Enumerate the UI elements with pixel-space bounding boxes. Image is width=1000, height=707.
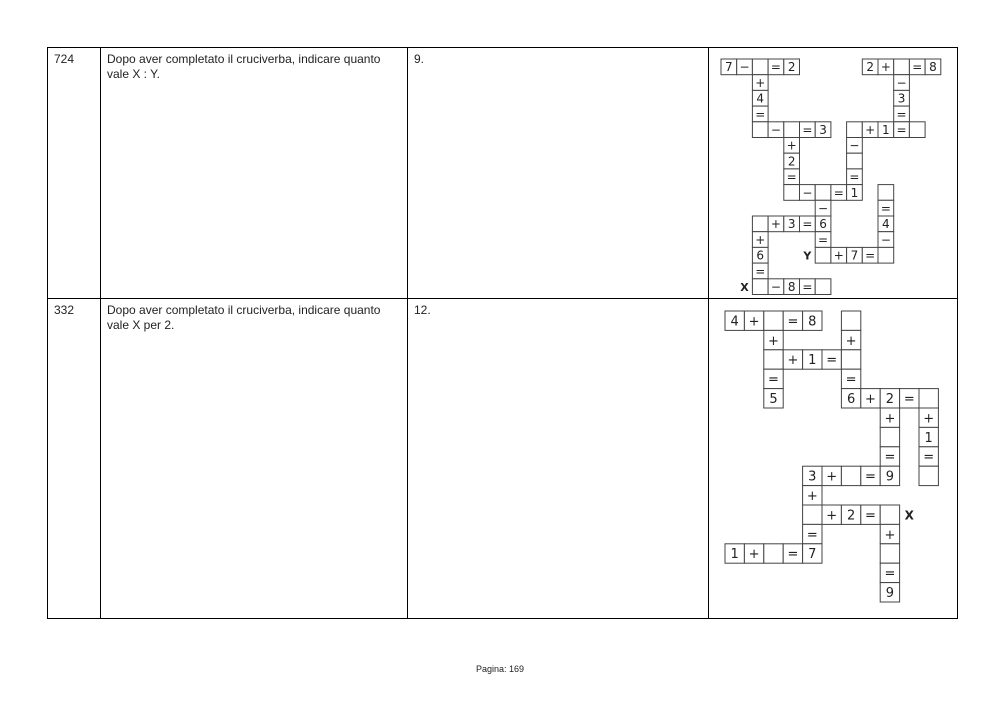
crossword-symbol: 2	[787, 154, 796, 169]
crossword-square	[815, 279, 831, 295]
crossword-square	[764, 311, 783, 330]
crossword-symbol: 5	[769, 391, 778, 407]
crossword-symbol: =	[755, 107, 766, 122]
crossword-square	[764, 544, 783, 563]
crossword-symbol: +	[768, 333, 779, 349]
crossword-symbol: −	[818, 201, 829, 216]
crossword-symbol: −	[896, 75, 907, 90]
crossword-square	[784, 185, 800, 201]
crossword-symbol: 3	[897, 91, 906, 106]
crossword-variable-label: Y	[803, 249, 812, 263]
question-id: 724	[48, 48, 101, 299]
crossword-square	[841, 311, 860, 330]
crossword-symbol: −	[880, 232, 891, 247]
crossword-square	[878, 247, 894, 263]
crossword-variable-label: X	[740, 280, 749, 294]
crossword-symbol: 3	[787, 217, 796, 232]
crossword-square	[847, 122, 863, 138]
crossword-symbol: 4	[730, 314, 739, 330]
crossword-puzzle	[709, 299, 958, 619]
crossword-symbol: +	[748, 547, 760, 563]
crossword-symbol: 2	[846, 508, 856, 524]
crossword-symbol: =	[923, 450, 935, 466]
crossword-symbol: 8	[929, 60, 937, 75]
crossword-symbol: =	[787, 314, 799, 330]
crossword-symbol: =	[849, 170, 860, 185]
crossword-symbol: −	[802, 185, 813, 200]
crossword-symbol: 6	[756, 248, 765, 263]
crossword-symbol: +	[770, 217, 781, 232]
crossword-square	[815, 247, 831, 263]
crossword-symbol: 8	[787, 279, 796, 294]
crossword-symbol: =	[802, 279, 813, 294]
crossword-symbol: 7	[850, 248, 859, 263]
crossword-symbol: =	[806, 527, 818, 543]
crossword-symbol: =	[884, 450, 896, 466]
page-footer: Pagina: 169	[475, 664, 525, 674]
crossword-symbol: 7	[725, 60, 733, 75]
crossword-square	[847, 153, 863, 169]
crossword-square	[764, 350, 783, 369]
crossword-square	[803, 505, 822, 524]
answer-text: 12.	[408, 299, 709, 619]
crossword-symbol: =	[787, 547, 799, 563]
crossword-symbol: 4	[882, 217, 890, 232]
crossword-symbol: 4	[756, 91, 765, 106]
crossword-symbol: 9	[885, 469, 895, 485]
crossword-symbol: =	[903, 391, 915, 407]
crossword-symbol: +	[884, 411, 896, 427]
crossword-symbol: +	[826, 508, 838, 524]
crossword-square	[784, 122, 800, 138]
crossword-square	[841, 466, 860, 485]
table-row	[48, 48, 958, 299]
crossword-symbol: =	[865, 248, 876, 263]
crossword-square	[919, 466, 938, 485]
crossword-cell	[709, 299, 958, 619]
question-text: Dopo aver completato il cruciverba, indicare quanto vale X : Y.	[101, 48, 408, 299]
crossword-symbol: 1	[924, 430, 933, 446]
crossword-symbol: 1	[808, 353, 817, 369]
crossword-symbol: =	[833, 185, 844, 200]
crossword-symbol: 3	[819, 122, 827, 137]
crossword-cell	[709, 48, 958, 299]
crossword-symbol: −	[739, 60, 750, 75]
crossword-symbol: −	[849, 138, 860, 153]
crossword-symbol: =	[880, 201, 891, 216]
crossword-symbol: =	[755, 264, 766, 279]
crossword-square	[752, 279, 768, 295]
crossword-symbol: −	[770, 122, 781, 137]
table-row	[48, 299, 958, 619]
crossword-symbol: =	[818, 232, 829, 247]
crossword-symbol: =	[896, 107, 907, 122]
crossword-symbol: =	[884, 566, 896, 582]
crossword-square	[752, 216, 768, 232]
crossword-symbol: =	[802, 122, 813, 137]
question-id: 332	[48, 299, 101, 619]
crossword-symbol: 2	[885, 391, 895, 407]
crossword-symbol: +	[826, 469, 838, 485]
crossword-square	[894, 59, 910, 75]
crossword-symbol: −	[770, 279, 781, 294]
crossword-symbol: 6	[819, 217, 827, 232]
crossword-symbol: =	[845, 372, 857, 388]
crossword-square	[752, 122, 768, 138]
crossword-symbol: +	[748, 314, 760, 330]
crossword-symbol: +	[865, 391, 876, 407]
crossword-symbol: 3	[808, 469, 817, 485]
crossword-symbol: +	[845, 333, 857, 349]
crossword-symbol: 1	[850, 185, 859, 200]
crossword-square	[841, 350, 860, 369]
crossword-symbol: +	[787, 353, 799, 369]
answer-text: 9.	[408, 48, 709, 299]
crossword-symbol: =	[896, 122, 907, 137]
crossword-puzzle	[709, 48, 958, 299]
crossword-square	[815, 185, 831, 201]
crossword-symbol: =	[768, 372, 779, 388]
crossword-symbol: 6	[846, 391, 856, 407]
crossword-square	[919, 389, 938, 408]
crossword-symbol: =	[802, 217, 813, 232]
crossword-symbol: 8	[808, 314, 817, 330]
crossword-symbol: =	[786, 170, 797, 185]
crossword-square	[909, 122, 925, 138]
crossword-variable-label: X	[904, 508, 914, 523]
crossword-symbol: =	[912, 60, 923, 75]
crossword-square	[880, 505, 899, 524]
crossword-symbol: +	[923, 411, 935, 427]
crossword-symbol: +	[755, 232, 766, 247]
crossword-symbol: =	[826, 353, 838, 369]
crossword-square	[880, 544, 899, 563]
crossword-symbol: +	[755, 75, 766, 90]
crossword-symbol: 2	[866, 60, 874, 75]
crossword-symbol: 2	[787, 60, 796, 75]
crossword-symbol: +	[786, 138, 797, 153]
crossword-symbol: 9	[885, 585, 895, 601]
question-text: Dopo aver completato il cruciverba, indicare quanto vale X per 2.	[101, 299, 408, 619]
crossword-symbol: +	[865, 122, 876, 137]
crossword-symbol: +	[806, 488, 818, 504]
crossword-symbol: +	[833, 248, 844, 263]
questions-table	[47, 47, 958, 619]
crossword-square	[752, 59, 768, 75]
crossword-symbol: =	[770, 60, 781, 75]
crossword-symbol: 1	[730, 547, 739, 563]
crossword-symbol: 7	[808, 547, 817, 563]
crossword-symbol: 1	[882, 122, 890, 137]
crossword-square	[878, 185, 894, 201]
crossword-square	[880, 427, 899, 446]
crossword-symbol: =	[865, 469, 876, 485]
crossword-symbol: =	[865, 508, 876, 524]
crossword-symbol: +	[884, 527, 896, 543]
crossword-symbol: +	[880, 60, 891, 75]
